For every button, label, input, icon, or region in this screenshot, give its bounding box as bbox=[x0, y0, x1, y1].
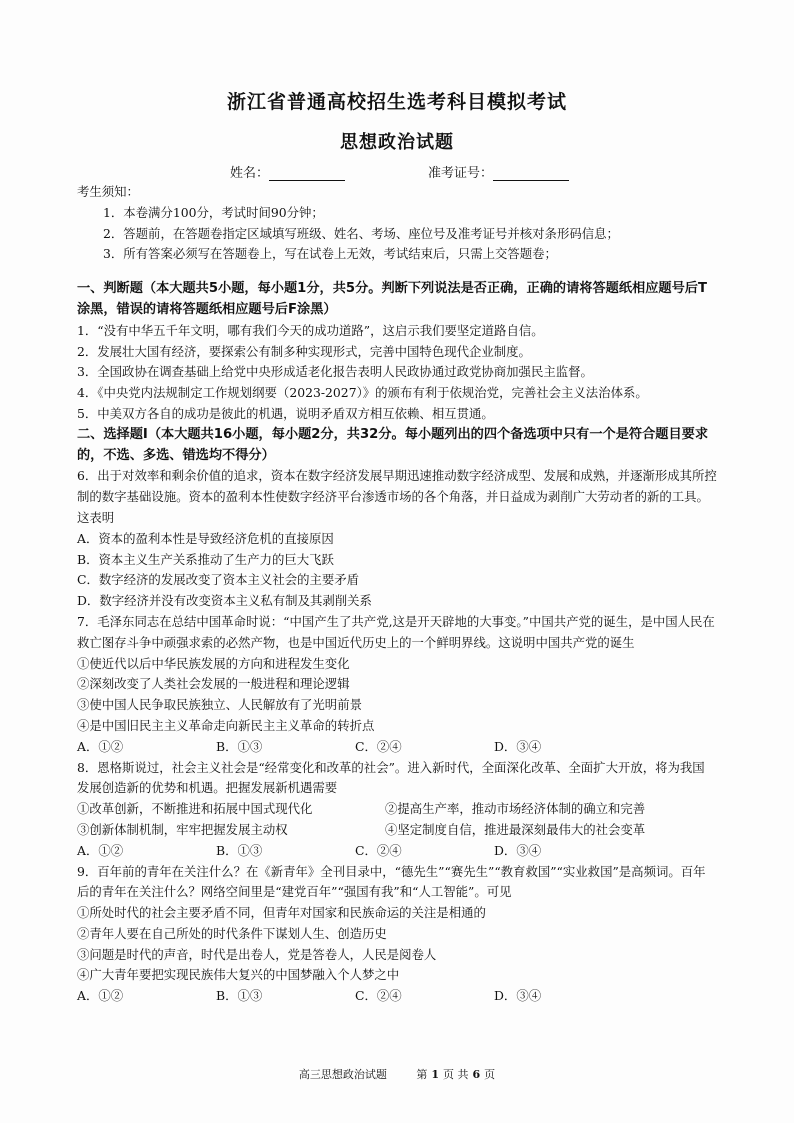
section2-heading: 二、选择题Ⅰ（本大题共16小题，每小题2分，共32分。每小题列出的四个备选项中只有一个是符合题目要求的，不选、多选、错选均不得分） bbox=[77, 426, 709, 463]
exam-id-blank bbox=[493, 167, 569, 181]
exam-title: 浙江省普通高校招生选考科目模拟考试 bbox=[226, 91, 567, 113]
footer-subject: 高三思想政治试题 bbox=[298, 1068, 387, 1081]
footer-page-current: 1 bbox=[431, 1068, 439, 1081]
question-9-point: ①所处时代的社会主要矛盾不同，但青年对国家和民族命运的关注是相通的 bbox=[77, 905, 486, 921]
option-b: B．①③ bbox=[216, 842, 263, 858]
option-c: C．②④ bbox=[355, 842, 402, 858]
option-a: A．①② bbox=[77, 842, 124, 858]
notice-item: 1．本卷满分100分，考试时间90分钟； bbox=[103, 204, 324, 220]
question-8-points-row bbox=[77, 820, 717, 841]
question-9-point: ④广大青年要把实现民族伟大复兴的中国梦融入个人梦之中 bbox=[77, 967, 400, 983]
question-9-point: ③问题是时代的声音，时代是出卷人，党是答卷人，人民是阅卷人 bbox=[77, 946, 437, 962]
option-b: B．①③ bbox=[216, 988, 263, 1004]
judgement-item: 5．中美双方各自的成功是彼此的机遇，说明矛盾双方相互依赖、相互贯通。 bbox=[77, 405, 494, 421]
question-7-stem: 7．毛泽东同志在总结中国革命时说：“中国产生了共产党,这是开天辟地的大事变。”中国共产党的诞生，是中国人民在救亡图存斗争中顽强求索的必然产物，也是中国近代历史上的一个鲜明界线。这说明中国共产党的诞生 bbox=[77, 613, 715, 650]
question-7-point: ④是中国旧民主主义革命走向新民主主义革命的转折点 bbox=[77, 717, 375, 733]
question-6-option: C．数字经济的发展改变了资本主义社会的主要矛盾 bbox=[77, 572, 360, 588]
question-6-option: A．资本的盈利本性是导致经济危机的直接原因 bbox=[77, 530, 334, 546]
option-d: D．③④ bbox=[494, 738, 542, 754]
question-7-point: ②深刻改变了人类社会发展的一般进程和理论逻辑 bbox=[77, 676, 350, 692]
option-a: A．①② bbox=[77, 738, 124, 754]
exam-content bbox=[77, 182, 717, 1007]
exam-subtitle: 思想政治试题 bbox=[340, 132, 454, 153]
notice-heading: 考生须知： bbox=[77, 184, 139, 199]
question-7-options bbox=[77, 737, 717, 758]
option-a: A．①② bbox=[77, 988, 124, 1004]
judgement-item: 4．《中央党内法规制定工作规划纲要（2023-2027）》的颁布有利于依规治党，完善社会主义法治体系。 bbox=[77, 385, 648, 401]
name-label: 姓名： bbox=[230, 166, 270, 181]
spacer bbox=[77, 265, 717, 279]
question-8-point: ②提高生产率，推动市场经济体制的确立和完善 bbox=[385, 801, 646, 817]
footer-page-prefix: 第 bbox=[416, 1068, 428, 1081]
exam-id-label: 准考证号： bbox=[428, 166, 494, 181]
question-6-stem: 6．出于对效率和剩余价值的追求，资本在数字经济发展早期迅速推动数字经济成型、发展和成熟，并逐渐形成其所控制的数字基础设施。资本的盈利本性使数字经济平台渗透市场的各个角落，并日益成为剥削广大劳动者的新的工具。这表明 bbox=[77, 468, 717, 525]
question-9-stem: 9．百年前的青年在关注什么？在《新青年》全刊目录中，“德先生”“赛先生”“教育救国”“实业救国”是高频词。百年后的青年在关注什么？网络空间里是“建党百年”“强国有我”和“人工智能”。可见 bbox=[77, 863, 706, 900]
name-field bbox=[230, 162, 345, 181]
page-footer bbox=[0, 1066, 794, 1082]
notice-item: 2．答题前，在答题卷指定区域填写班级、姓名、考场、座位号及准考证号并核对条形码信息； bbox=[103, 225, 619, 241]
section1-heading: 一、判断题（本大题共5小题，每小题1分，共5分。判断下列说法是否正确，正确的请将答题纸相应题号后T涂黑，错误的请将答题纸相应题号后F涂黑） bbox=[77, 281, 707, 317]
question-6-option: D．数字经济并没有改变资本主义私有制及其剥削关系 bbox=[77, 593, 372, 609]
judgement-item: 2．发展壮大国有经济，要探索公有制多种实现形式，完善中国特色现代企业制度。 bbox=[77, 343, 531, 359]
exam-id-field bbox=[428, 162, 569, 181]
judgement-item: 3．全国政协在调查基础上给党中央形成适老化报告表明人民政协通过政党协商加强民主监督。 bbox=[77, 364, 593, 380]
question-9-point: ②青年人要在自己所处的时代条件下谋划人生、创造历史 bbox=[77, 925, 387, 941]
question-8-options bbox=[77, 841, 717, 862]
option-d: D．③④ bbox=[494, 988, 542, 1004]
question-8-points-row bbox=[77, 799, 717, 820]
question-7-point: ①使近代以后中华民族发展的方向和进程发生变化 bbox=[77, 655, 350, 671]
question-9-options bbox=[77, 986, 717, 1007]
question-8-point: ①改革创新，不断推进和拓展中国式现代化 bbox=[77, 801, 313, 817]
question-7-point: ③使中国人民争取民族独立、人民解放有了光明前景 bbox=[77, 697, 362, 713]
question-8-point: ③创新体制机制，牢牢把握发展主动权 bbox=[77, 821, 288, 837]
option-d: D．③④ bbox=[494, 842, 542, 858]
question-8-stem: 8．恩格斯说过，社会主义社会是“经常变化和改革的社会”。进入新时代，全面深化改革、全面扩大开放，将为我国发展创造新的优势和机遇。把握发展新机遇需要 bbox=[77, 759, 705, 796]
option-c: C．②④ bbox=[355, 988, 402, 1004]
option-c: C．②④ bbox=[355, 738, 402, 754]
judgement-item: 1．“没有中华五千年文明，哪有我们今天的成功道路”，这启示我们要坚定道路自信。 bbox=[77, 322, 544, 338]
name-blank bbox=[269, 167, 345, 181]
question-8-point: ④坚定制度自信，推进最深刻最伟大的社会变革 bbox=[385, 821, 646, 837]
option-b: B．①③ bbox=[216, 738, 263, 754]
footer-page-total: 6 bbox=[472, 1068, 481, 1081]
question-6-option: B．资本主义生产关系推动了生产力的巨大飞跃 bbox=[77, 551, 334, 567]
footer-page-mid: 页 共 bbox=[443, 1068, 469, 1081]
notice-item: 3．所有答案必须写在答题卷上，写在试卷上无效，考试结束后，只需上交答题卷； bbox=[103, 246, 557, 262]
footer-page-suffix: 页 bbox=[484, 1068, 496, 1081]
